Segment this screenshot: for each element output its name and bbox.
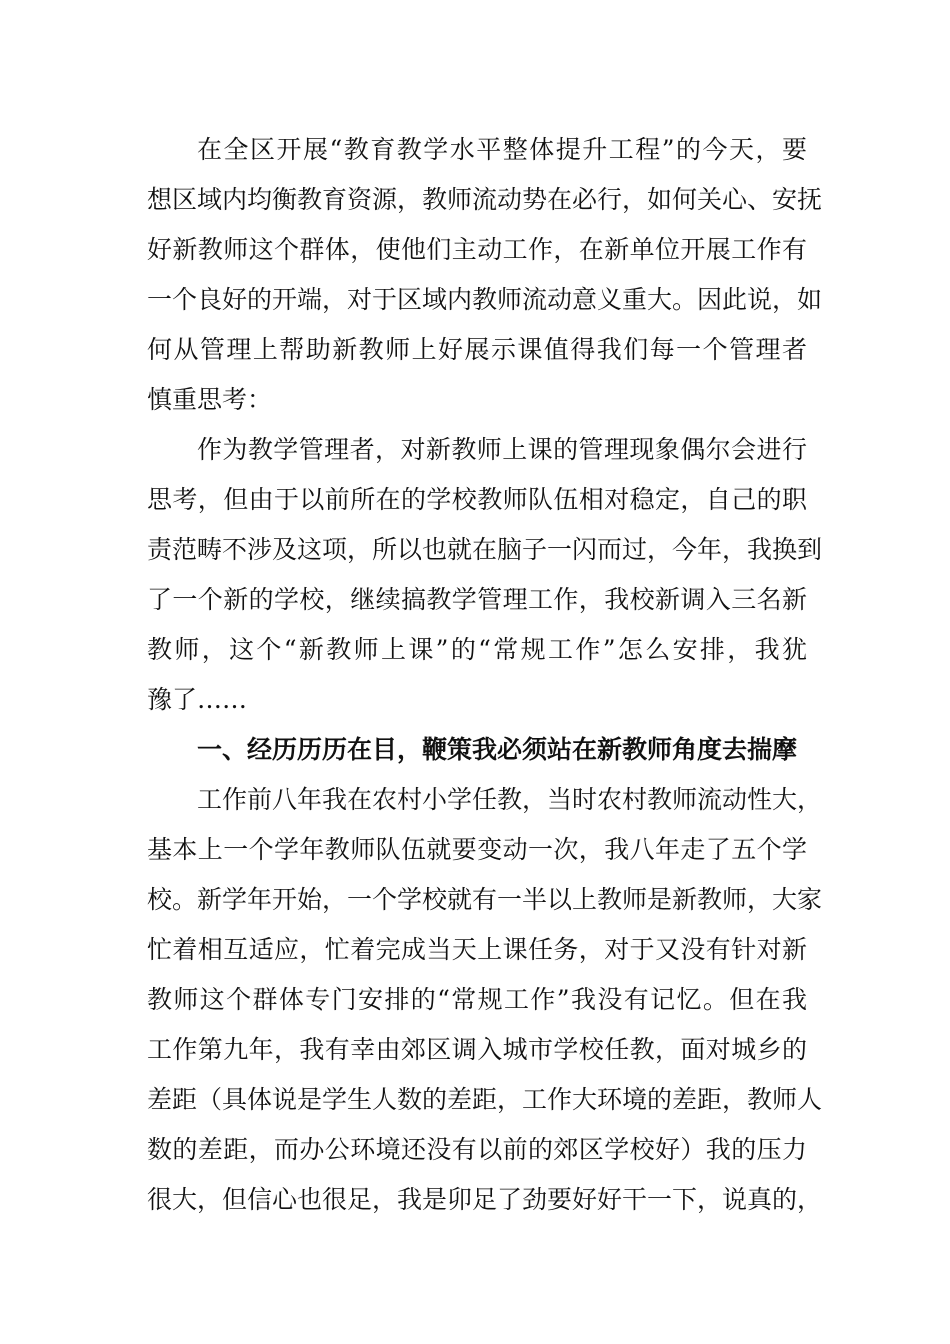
paragraph-3-line-4: 忙着相互适应，忙着完成当天上课任务，对于又没有针对新 <box>147 935 807 964</box>
paragraph-2-line-6: 豫了…… <box>147 685 248 714</box>
paragraph-2-line-4: 了一个新的学校，继续搞教学管理工作，我校新调入三名新 <box>147 585 807 614</box>
paragraph-3-line-2: 基本上一个学年教师队伍就要变动一次，我八年走了五个学 <box>147 835 807 864</box>
paragraph-1-line-5: 何从管理上帮助新教师上好展示课值得我们每一个管理者 <box>147 335 807 364</box>
paragraph-3-line-9: 很大，但信心也很足，我是卯足了劲要好好干一下，说真的， <box>147 1185 823 1214</box>
paragraph-1-line-4: 一个良好的开端，对于区域内教师流动意义重大。因此说，如 <box>147 285 823 314</box>
section-heading: 一、经历历历在目，鞭策我必须站在新教师角度去揣摩 <box>197 735 798 764</box>
paragraph-1-line-2: 想区域内均衡教育资源，教师流动势在必行，如何关心、安抚 <box>147 185 823 214</box>
paragraph-3-line-8: 数的差距，而办公环境还没有以前的郊区学校好）我的压力 <box>147 1135 807 1164</box>
paragraph-1-line-3: 好新教师这个群体，使他们主动工作，在新单位开展工作有 <box>147 235 807 264</box>
paragraph-2-line-1: 作为教学管理者，对新教师上课的管理现象偶尔会进行 <box>197 435 807 464</box>
paragraph-2-line-3: 责范畴不涉及这项，所以也就在脑子一闪而过，今年，我换到 <box>147 535 823 564</box>
paragraph-3-line-3: 校。新学年开始，一个学校就有一半以上教师是新教师，大家 <box>147 885 823 914</box>
paragraph-1-line-6: 慎重思考： <box>147 385 273 414</box>
paragraph-3-line-5: 教师这个群体专门安排的“常规工作”我没有记忆。但在我 <box>147 985 807 1014</box>
paragraph-2-line-2: 思考，但由于以前所在的学校教师队伍相对稳定，自己的职 <box>147 485 807 514</box>
paragraph-2-line-5: 教师，这个“新教师上课”的“常规工作”怎么安排，我犹 <box>147 635 807 664</box>
paragraph-1-line-1: 在全区开展“教育教学水平整体提升工程”的今天，要 <box>197 135 807 164</box>
paragraph-3-line-1: 工作前八年我在农村小学任教，当时农村教师流动性大， <box>197 785 823 814</box>
paragraph-3-line-6: 工作第九年，我有幸由郊区调入城市学校任教，面对城乡的 <box>147 1035 807 1064</box>
paragraph-3-line-7: 差距（具体说是学生人数的差距，工作大环境的差距，教师人 <box>147 1085 823 1114</box>
